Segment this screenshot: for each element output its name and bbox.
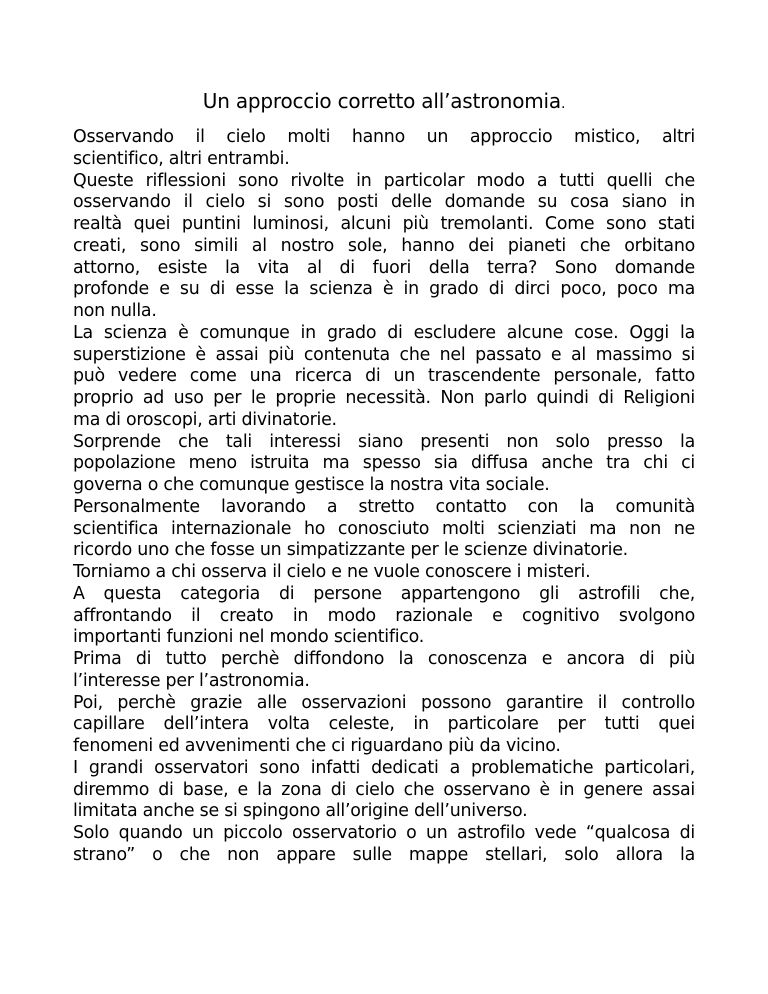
body-line: proprio ad uso per le proprie necessità. Non parlo quindi di Religioni [73,388,695,408]
body-line: I grandi osservatori sono infatti dedicati a problematiche particolari, [73,757,695,778]
body-line: La scienza è comunque in grado di escludere alcune cose. Oggi la [73,322,695,343]
body-line: profonde e su di esse la scienza è in grado di dirci poco, poco ma [73,279,695,300]
document-body [73,127,695,867]
title-text: Un approccio corretto all’astronomia [202,89,561,113]
body-line: scientifico, altri entrambi. [73,148,290,169]
body-line: non nulla. [73,301,157,321]
body-line: attorno, esiste la vita al di fuori della terra? Sono domande [73,257,695,278]
body-line: importanti funzioni nel mondo scientifico. [73,627,425,648]
body-line: realtà quei puntini luminosi, alcuni più tremolanti. Come sono stati [73,214,695,234]
body-line: affrontando il creato in modo razionale e cognitivo svolgono [73,605,695,626]
body-line: ricordo uno che fosse un simpatizzante per le scienze divinatorie. [73,540,628,561]
title-period: . [560,96,566,112]
body-line: fenomeni ed avvenimenti che ci riguardano più da vicino. [73,736,561,756]
document-page [73,88,695,867]
document-title [73,88,695,117]
body-line: Solo quando un piccolo osservatorio o un astrofilo vede “qualcosa di [73,823,695,843]
body-line: scientifica internazionale ho conosciuto molti scienziati ma non ne [73,518,695,539]
body-line: Osservando il cielo molti hanno un approccio mistico, altri [73,127,695,147]
body-line: Sorprende che tali interessi siano presenti non solo presso la [73,431,695,452]
body-line: l’interesse per l’astronomia. [73,670,310,691]
body-line: A questa categoria di persone appartengono gli astrofili che, [73,583,695,604]
body-line: governa o che comunque gestisce la nostra vita sociale. [73,475,550,495]
body-line: limitata anche se si spingono all’origine dell’universo. [73,801,528,822]
body-line: Personalmente lavorando a stretto contatto con la comunità [73,496,695,517]
body-line: osservando il cielo si sono posti delle domande su cosa siano in [73,192,695,213]
body-line: creati, sono simili al nostro sole, hanno dei pianeti che orbitano [73,235,695,256]
body-line: superstizione è assai più contenuta che nel passato e al massimo si [73,344,695,365]
body-line: Torniamo a chi osserva il cielo e ne vuole conoscere i misteri. [73,562,591,582]
body-line: ma di oroscopi, arti divinatorie. [73,409,337,430]
body-line: diremmo di base, e la zona di cielo che osservano è in genere assai [73,779,695,800]
body-line: può vedere come una ricerca di un trascendente personale, fatto [73,366,695,387]
body-line: popolazione meno istruita ma spesso sia diffusa anche tra chi ci [73,453,695,474]
body-line: Prima di tutto perchè diffondono la conoscenza e ancora di più [73,649,695,669]
body-line: strano” o che non appare sulle mappe stellari, solo allora la [73,844,695,865]
body-line: Queste riflessioni sono rivolte in particolar modo a tutti quelli che [73,170,695,191]
body-line: capillare dell’intera volta celeste, in particolare per tutti quei [73,714,695,735]
body-line: Poi, perchè grazie alle osservazioni possono garantire il controllo [73,692,695,713]
